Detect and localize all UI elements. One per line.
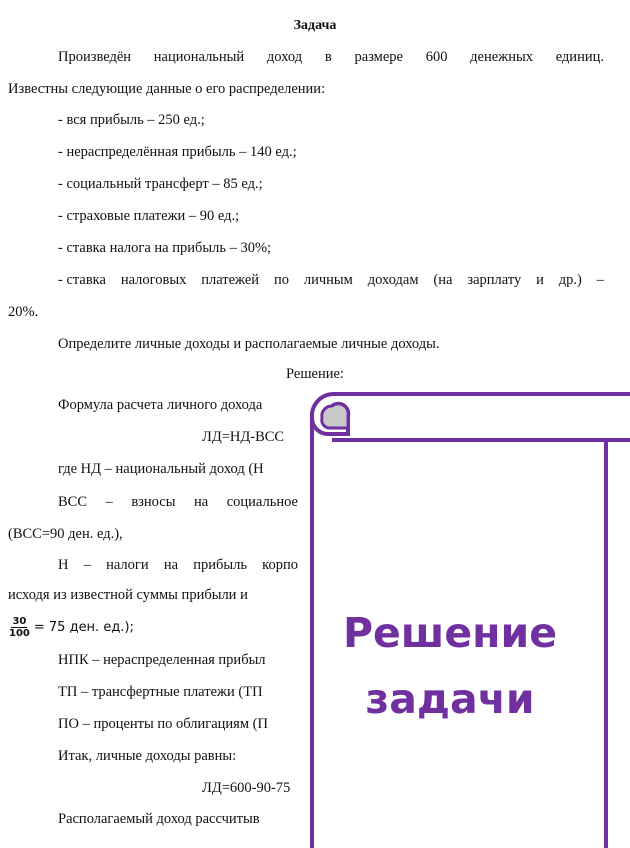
list-item: - нераспределённая прибыль – 140 ед.; [58, 144, 297, 160]
n-word: Н [58, 557, 69, 573]
paragraph-intro-line1 [58, 47, 604, 67]
list-item-tax-rate-line1 [58, 270, 604, 290]
solution-scroll-overlay [300, 388, 630, 848]
tax-rate-word: (на [433, 272, 453, 288]
intro-word: доход [266, 49, 303, 65]
tp-definition: ТП – трансфертные платежи (ТП [58, 684, 263, 700]
tax-rate-word: доходам [367, 272, 419, 288]
intro-word: Произведён [58, 49, 132, 65]
n-word: – [83, 557, 91, 573]
intro-word: размере [354, 49, 403, 65]
intro-word: 600 [425, 49, 448, 65]
n-word: корпо [262, 557, 298, 573]
intro-word: единиц. [555, 49, 604, 65]
vss-word: взносы [131, 494, 176, 510]
vss-word: социальное [226, 494, 298, 510]
solution-heading: Решение: [286, 366, 344, 382]
document-title: Задача [293, 18, 337, 33]
tax-rate-word: зарплату [467, 272, 522, 288]
nd-definition: где НД – национальный доход (Н [58, 461, 264, 477]
intro-word: денежных [470, 49, 533, 65]
n-definition-line1 [58, 555, 298, 575]
tax-rate-word: – [596, 272, 604, 288]
vss-definition-line2: (ВСС=90 ден. ед.), [8, 526, 123, 542]
tax-rate-word: личным [303, 272, 353, 288]
n-word: налоги [106, 557, 149, 573]
formula-intro: Формула расчета личного дохода [58, 397, 263, 413]
tax-calculation-result: = 75 ден. ед.); [33, 620, 134, 635]
disposable-income-line: Располагаемый доход рассчитыв [58, 811, 260, 827]
vss-word: на [193, 494, 209, 510]
list-item: - вся прибыль – 250 ед.; [58, 112, 205, 128]
list-item-tax-rate-line2: 20%. [8, 304, 39, 320]
list-item: - социальный трансферт – 85 ед.; [58, 176, 263, 192]
tax-calculation [8, 616, 134, 639]
intro-word: национальный [153, 49, 245, 65]
formula: ЛД=НД-ВСС [202, 429, 285, 445]
overlay-title-line2: задачи [365, 675, 535, 723]
npk-definition: НПК – нераспределенная прибыл [58, 652, 266, 668]
tax-rate-word: платежей [201, 272, 260, 288]
tax-rate-word: по [273, 272, 289, 288]
itak-line: Итак, личные доходы равны: [58, 748, 237, 764]
fraction-30-100: $\frac{30}{100}$ [9, 616, 30, 639]
scroll-curl-inner [322, 404, 348, 428]
tax-rate-word: - ставка [58, 272, 106, 288]
scroll-top-roll [332, 394, 630, 440]
list-item: - ставка налога на прибыль – 30%; [58, 240, 272, 256]
tax-rate-word: налоговых [120, 272, 187, 288]
task-statement: Определите личные доходы и располагаемые личные доходы. [58, 336, 440, 352]
ld-calculation: ЛД=600-90-75 [202, 780, 291, 796]
n-definition-line2: исходя из известной суммы прибыли и [8, 587, 248, 603]
tax-rate-word: и [536, 272, 544, 288]
vss-word: – [105, 494, 113, 510]
vss-word: ВСС [58, 494, 88, 510]
vss-definition-line1 [58, 492, 298, 512]
n-word: на [163, 557, 179, 573]
po-definition: ПО – проценты по облигациям (П [58, 716, 268, 732]
tax-rate-word: др.) [558, 272, 582, 288]
paragraph-intro-line2: Известны следующие данные о его распределении: [8, 81, 326, 97]
intro-word: в [324, 49, 332, 65]
n-word: прибыль [193, 557, 247, 573]
list-item: - страховые платежи – 90 ед.; [58, 208, 240, 224]
overlay-title-line1: Решение [342, 609, 558, 657]
